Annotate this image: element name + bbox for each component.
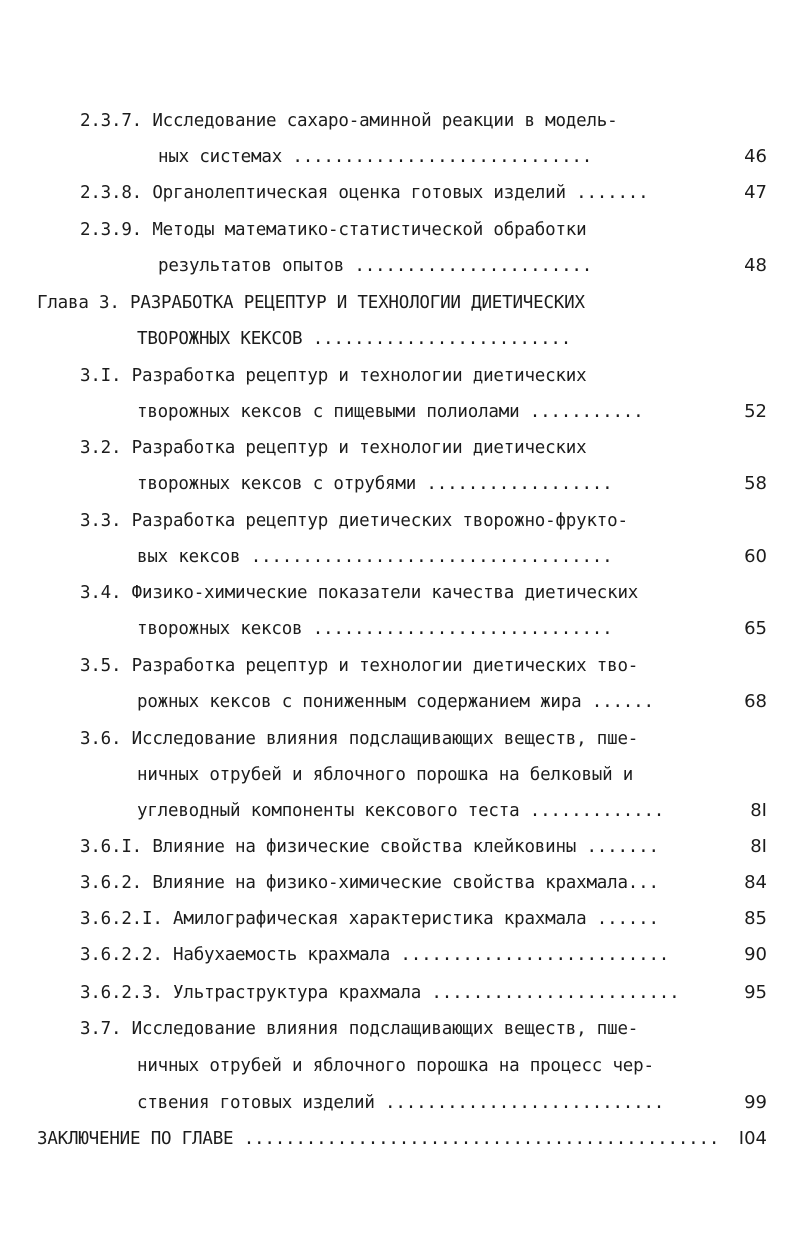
toc-page-number: 48 xyxy=(744,255,767,276)
toc-entry-3-6-2-1: 3.6.2.I. Амилографическая характеристика крахмала ...... xyxy=(80,909,659,929)
toc-page-number: 65 xyxy=(744,618,767,639)
toc-page-number: 95 xyxy=(744,982,767,1003)
toc-entry-3-3-line-1: 3.3. Разработка рецептур диетических творожно-фрукто- xyxy=(80,511,628,531)
toc-entry-3-6-2-2: 3.6.2.2. Набухаемость крахмала .......................... xyxy=(80,945,670,965)
toc-entry-3-3-line-2: вых кексов ................................... xyxy=(137,547,613,567)
toc-conclusion: ЗАКЛЮЧЕНИЕ ПО ГЛАВЕ .............................................. xyxy=(37,1129,720,1149)
toc-chapter-3-line-1: Глава 3. РАЗРАБОТКА РЕЦЕПТУР И ТЕХНОЛОГИИ ДИЕТИЧЕСКИХ xyxy=(37,293,585,313)
toc-page-number: 84 xyxy=(744,872,767,893)
toc-entry-3-6-2: 3.6.2. Влияние на физико-химические свойства крахмала... xyxy=(80,873,659,893)
toc-page-number: 8I xyxy=(750,836,767,857)
toc-page-number: 68 xyxy=(744,691,767,712)
toc-entry-2-3-7-line-1: 2.3.7. Исследование сахаро-аминной реакции в модель- xyxy=(80,111,618,131)
toc-entry-2-3-9-line-1: 2.3.9. Методы математико-статистической обработки xyxy=(80,220,587,240)
toc-page-number: 85 xyxy=(744,908,767,929)
toc-entry-3-6-1: 3.6.I. Влияние на физические свойства клейковины ....... xyxy=(80,837,659,857)
toc-entry-3-7-line-2: ничных отрубей и яблочного порошка на процесс чер- xyxy=(137,1056,654,1076)
toc-entry-3-7-line-3: ствения готовых изделий ........................... xyxy=(137,1093,665,1113)
toc-entry-3-5-line-1: 3.5. Разработка рецептур и технологии диетических тво- xyxy=(80,656,639,676)
toc-entry-3-6-line-2: ничных отрубей и яблочного порошка на белковый и xyxy=(137,765,634,785)
toc-entry-3-4-line-2: творожных кексов ............................. xyxy=(137,619,613,639)
toc-entry-3-6-line-3: углеводный компоненты кексового теста ............. xyxy=(137,801,665,821)
toc-entry-3-1-line-1: 3.I. Разработка рецептур и технологии диетических xyxy=(80,366,587,386)
toc-entry-2-3-7-line-2: ных системах ............................. xyxy=(158,147,593,167)
toc-entry-3-4-line-1: 3.4. Физико-химические показатели качества диетических xyxy=(80,583,639,603)
toc-entry-3-5-line-2: рожных кексов с пониженным содержанием жира ...... xyxy=(137,692,654,712)
toc-page-number: 58 xyxy=(744,473,767,494)
toc-page-number: 8I xyxy=(750,800,767,821)
toc-entry-3-2-line-2: творожных кексов с отрубями .................. xyxy=(137,474,613,494)
toc-page-number: 52 xyxy=(744,401,767,422)
toc-entry-2-3-8: 2.3.8. Органолептическая оценка готовых изделий ....... xyxy=(80,183,649,203)
toc-entry-3-2-line-1: 3.2. Разработка рецептур и технологии диетических xyxy=(80,438,587,458)
toc-chapter-3-line-2: ТВОРОЖНЫХ КЕКСОВ ......................... xyxy=(137,329,572,349)
toc-page-number: 46 xyxy=(744,146,767,167)
toc-page-number: 47 xyxy=(744,182,767,203)
toc-page-number: I04 xyxy=(738,1128,767,1149)
toc-entry-3-6-line-1: 3.6. Исследование влияния подслащивающих веществ, пше- xyxy=(80,729,639,749)
toc-entry-3-6-2-3: 3.6.2.3. Ультраструктура крахмала ........................ xyxy=(80,983,680,1003)
toc-page-number: 60 xyxy=(744,546,767,567)
toc-entry-2-3-9-line-2: результатов опытов ....................... xyxy=(158,256,593,276)
toc-entry-3-1-line-2: творожных кексов с пищевыми полиолами ........... xyxy=(137,402,644,422)
toc-entry-3-7-line-1: 3.7. Исследование влияния подслащивающих веществ, пше- xyxy=(80,1019,639,1039)
toc-page-number: 90 xyxy=(744,944,767,965)
toc-page-number: 99 xyxy=(744,1092,767,1113)
